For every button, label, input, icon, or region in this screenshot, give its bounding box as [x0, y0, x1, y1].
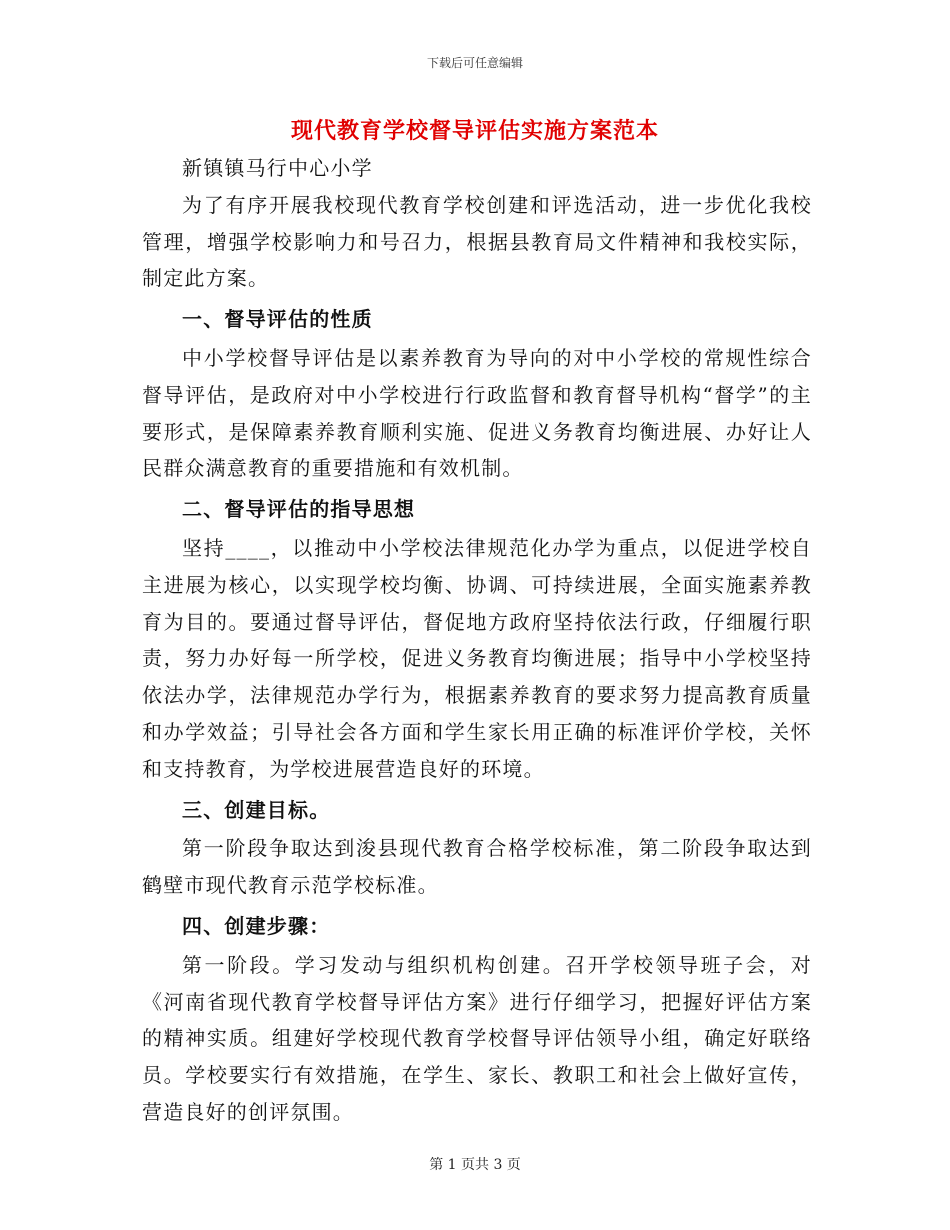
document-body	[142, 150, 812, 1131]
section-heading-nature: 一、督导评估的性质	[182, 307, 373, 332]
steps-paragraph: 第一阶段。学习发动与组织机构创建。召开学校领导班子会，对《河南省现代教育学校督导评估方案》进行仔细学习，把握好评估方案的精神实质。组建好学校现代教育学校督导评估领导小组，确定好联络员。学校要实行有效措施，在学生、家长、教职工和社会上做好宣传，营造良好的创评氛围。	[142, 952, 812, 1124]
section-heading-steps: 四、创建步骤：	[182, 913, 331, 938]
document-title: 现代教育学校督导评估实施方案范本	[290, 119, 659, 144]
intro-paragraph: 为了有序开展我校现代教育学校创建和评选活动，进一步优化我校管理，增强学校影响力和号召力，根据县教育局文件精神和我校实际，制定此方案。	[142, 192, 812, 291]
section-heading-goals: 三、创建目标。	[182, 797, 331, 822]
school-name: 新镇镇马行中心小学	[182, 156, 373, 180]
header-note: 下载后可任意编辑	[426, 56, 523, 70]
page-number-footer: 第 1 页共 3 页	[429, 1157, 521, 1173]
nature-paragraph: 中小学校督导评估是以素养教育为导向的对中小学校的常规性综合督导评估，是政府对中小学校进行行政监督和教育督导机构“督学”的主要形式，是保障素养教育顺利实施、促进义务教育均衡进展、办好让人民群众满意教育的重要措施和有效机制。	[142, 345, 812, 481]
section-heading-guiding-ideology: 二、督导评估的指导思想	[182, 497, 416, 522]
goals-paragraph: 第一阶段争取达到浚县现代教育合格学校标准，第二阶段争取达到鹤壁市现代教育示范学校标准。	[142, 836, 812, 898]
guiding-ideology-paragraph: 坚持____，以推动中小学校法律规范化办学为重点，以促进学校自主进展为核心，以实现学校均衡、协调、可持续进展，全面实施素养教育为目的。要通过督导评估，督促地方政府坚持依法行政，仔细履行职责，努力办好每一所学校，促进义务教育均衡进展；指导中小学校坚持依法办学，法律规范办学行为，根据素养教育的要求努力提高教育质量和办学效益；引导社会各方面和学生家长用正确的标准评价学校，关怀和支持教育，为学校进展营造良好的环境。	[142, 535, 812, 781]
